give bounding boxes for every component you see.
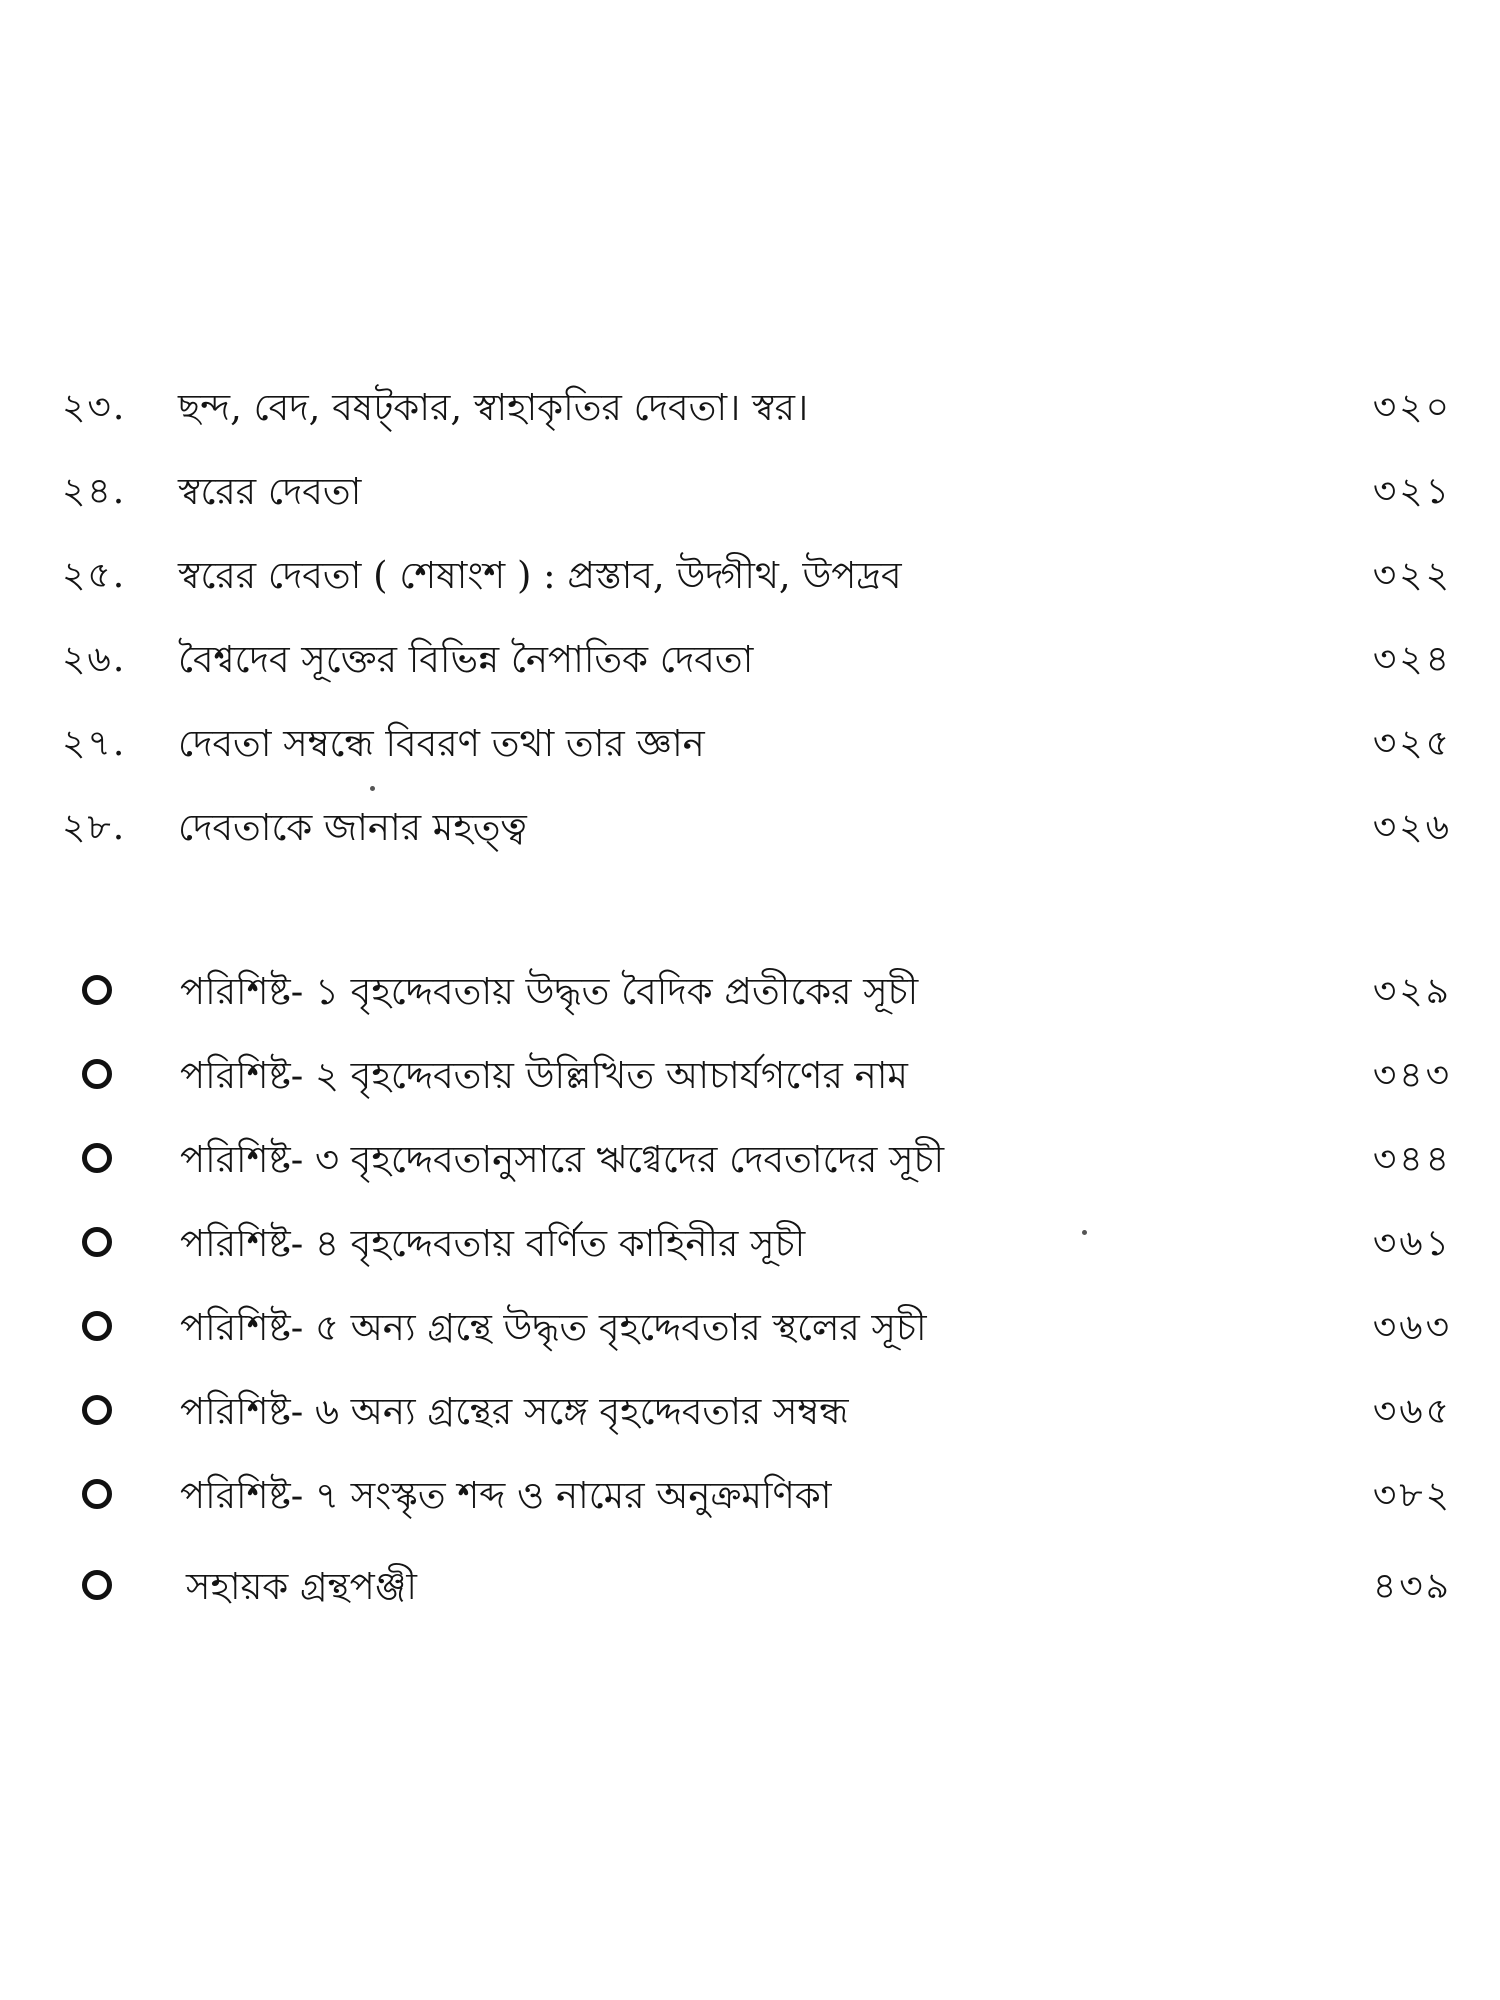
toc-entry-appendix-3 [0,1125,1500,1195]
circle-bullet-icon [82,1227,112,1257]
appendix-title: পরিশিষ্ট- ৬ অন্য গ্রন্থের সঙ্গে বৃহদ্দেবতার সম্বন্ধ [180,1390,849,1433]
toc-entry-appendix-2 [0,1041,1500,1111]
page-number: ৩৬৫ [1372,1391,1452,1432]
appendix-title: পরিশিষ্ট- ৭ সংস্কৃত শব্দ ও নামের অনুক্রমণিকা [180,1474,832,1517]
toc-entry-appendix-1 [0,957,1500,1027]
toc-entry-chapter-28 [0,793,1500,863]
chapter-title: ছন্দ, বেদ, বষট্কার, স্বাহাকৃতির দেবতা। স্বর। [178,386,809,429]
scan-speck [370,786,375,791]
chapter-title: স্বরের দেবতা ( শেষাংশ ) : প্রস্তাব, উদ্গীথ, উপদ্রব [178,554,902,597]
page-number: ৪৩৯ [1372,1566,1452,1607]
appendix-title: পরিশিষ্ট- ১ বৃহদ্দেবতায় উদ্ধৃত বৈদিক প্রতীকের সূচী [180,970,919,1013]
circle-bullet-icon [82,1395,112,1425]
page-number: ৩৮২ [1372,1475,1452,1516]
page-number: ৩৪৪ [1372,1139,1452,1180]
circle-bullet-icon [82,1143,112,1173]
chapter-number: ২৫. [62,555,127,596]
page-number: ৩৪৩ [1372,1055,1452,1096]
page-number: ৩২৬ [1372,807,1452,848]
chapter-number: ২৭. [62,723,127,764]
page-number: ৩২০ [1372,387,1452,428]
chapter-number: ২৮. [62,807,127,848]
chapter-number: ২৩. [62,387,127,428]
chapter-number: ২৬. [62,639,127,680]
appendix-title: পরিশিষ্ট- ২ বৃহদ্দেবতায় উল্লিখিত আচার্যগণের নাম [180,1054,908,1097]
toc-entry-appendix-7 [0,1461,1500,1531]
toc-entry-chapter-26 [0,625,1500,695]
chapter-number: ২৪. [62,471,127,512]
toc-entry-chapter-27 [0,709,1500,779]
page-number: ৩৬৩ [1372,1307,1452,1348]
circle-bullet-icon [82,975,112,1005]
toc-entry-appendix-6 [0,1377,1500,1447]
appendix-title: পরিশিষ্ট- ৫ অন্য গ্রন্থে উদ্ধৃত বৃহদ্দেবতার স্থলের সূচী [180,1306,927,1349]
appendix-title: পরিশিষ্ট- ৩ বৃহদ্দেবতানুসারে ঋগ্বেদের দেবতাদের সূচী [180,1138,945,1181]
chapter-title: দেবতাকে জানার মহত্ত্ব [178,806,527,849]
toc-entry-chapter-23 [0,373,1500,443]
page-number: ৩২১ [1372,471,1452,512]
circle-bullet-icon [82,1479,112,1509]
scan-speck [1082,1230,1087,1235]
chapter-title: স্বরের দেবতা [178,470,362,513]
toc-entry-appendix-4 [0,1209,1500,1279]
page-number: ৩২২ [1372,555,1452,596]
bibliography-title: সহায়ক গ্রন্থপঞ্জী [186,1565,417,1608]
appendix-title: পরিশিষ্ট- ৪ বৃহদ্দেবতায় বর্ণিত কাহিনীর সূচী [180,1222,806,1265]
page-number: ৩২৫ [1372,723,1452,764]
toc-entry-appendix-5 [0,1293,1500,1363]
page-number: ৩৬১ [1372,1223,1452,1264]
chapter-title: দেবতা সম্বন্ধে বিবরণ তথা তার জ্ঞান [178,722,705,765]
circle-bullet-icon [82,1311,112,1341]
toc-entry-chapter-24 [0,457,1500,527]
toc-entry-chapter-25 [0,541,1500,611]
chapter-title: বৈশ্বদেব সূক্তের বিভিন্ন নৈপাতিক দেবতা [178,638,754,681]
circle-bullet-icon [82,1059,112,1089]
page-number: ৩২৯ [1372,971,1452,1012]
circle-bullet-icon [82,1570,112,1600]
page-number: ৩২৪ [1372,639,1452,680]
toc-entry-bibliography [0,1552,1500,1622]
